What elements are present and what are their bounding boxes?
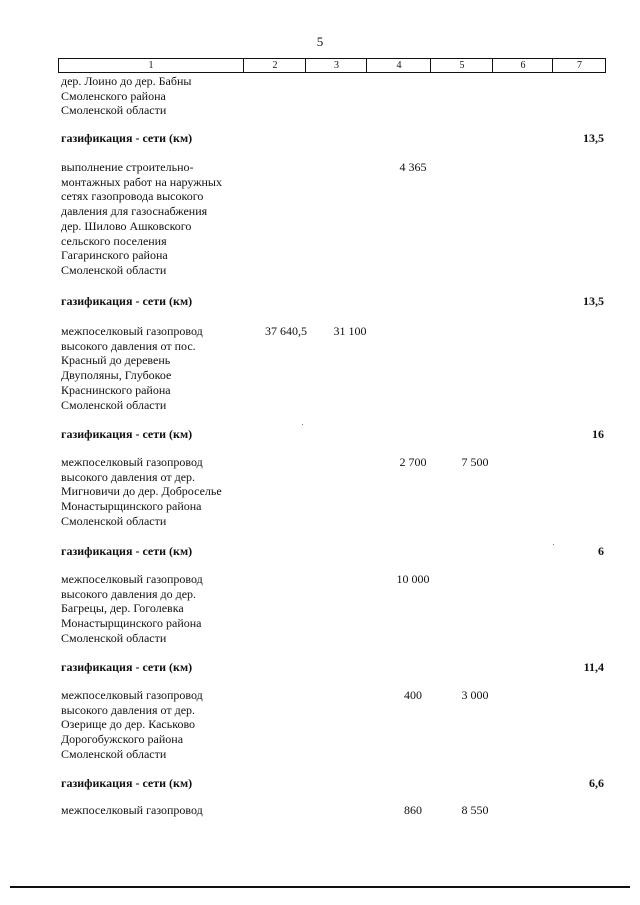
- scan-speck: [302, 424, 303, 425]
- section-value: 6,6: [589, 776, 604, 790]
- page-number: 5: [316, 34, 324, 49]
- table-row-description: [61, 688, 246, 762]
- description-line: сельского поселения: [61, 233, 167, 248]
- cell-value-col3: 31 100: [333, 324, 367, 338]
- cell-value-col5: 7 500: [461, 455, 489, 469]
- section-label: газификация - сети (км): [61, 544, 193, 558]
- section-label: газификация - сети (км): [61, 660, 193, 674]
- section-value: 13,5: [583, 131, 604, 145]
- cell-value-col4: 2 700: [399, 455, 427, 469]
- description-line: высокого давления до дер.: [61, 586, 197, 601]
- description-line: Смоленского района: [61, 88, 166, 103]
- section-value: 13,5: [583, 294, 604, 308]
- description-line: Смоленской области: [61, 103, 167, 118]
- description-line: Краснинского района: [61, 382, 171, 397]
- description-line: Багрецы, дер. Гоголевка: [61, 601, 184, 616]
- section-label: газификация - сети (км): [61, 776, 193, 790]
- cell-value-col5: 3 000: [461, 688, 489, 702]
- column-header-7: 7: [552, 59, 606, 72]
- description-line: Смоленской области: [61, 397, 167, 412]
- description-line: Смоленской области: [61, 746, 167, 761]
- table-row-description: [61, 160, 246, 278]
- description-line: межпоселковый газопровод: [61, 572, 203, 586]
- cell-value-col4: 400: [404, 688, 422, 702]
- column-header-1: 1: [148, 60, 154, 71]
- column-header-6: 6: [492, 59, 553, 72]
- section-value: 6: [598, 544, 604, 558]
- description-line: Гагаринского района: [61, 248, 168, 263]
- description-line: Смоленской области: [61, 630, 167, 645]
- cell-value-col4: 10 000: [396, 572, 430, 586]
- section-label: газификация - сети (км): [61, 131, 193, 145]
- section-value: 16: [592, 427, 604, 441]
- description-line: Мигновичи до дер. Доброселье: [61, 484, 222, 499]
- table-row-description: [61, 324, 246, 412]
- section-label: газификация - сети (км): [61, 427, 193, 441]
- column-header-4: 4: [366, 59, 431, 72]
- table-row-description: [61, 572, 246, 646]
- description-line: давления для газоснабжения: [61, 204, 208, 219]
- description-line: межпоселковый газопровод: [61, 324, 203, 338]
- scan-speck: [553, 544, 554, 545]
- description-line: Дорогобужского района: [61, 732, 184, 747]
- cell-value-col2: 37 640,5: [265, 324, 307, 338]
- description-line: Красный до деревень: [61, 353, 171, 368]
- description-line: Монастырщинского района: [61, 616, 202, 631]
- description-line: сетях газопровода высокого: [61, 189, 204, 204]
- description-line: Смоленской области: [61, 513, 167, 528]
- footer-rule: [10, 886, 630, 888]
- description-line: Двуполяны, Глубокое: [61, 368, 172, 383]
- description-line: высокого давления от пос.: [61, 338, 196, 353]
- description-line: межпоселковый газопровод: [61, 688, 203, 702]
- description-line: высокого давления от дер.: [61, 469, 196, 484]
- description-line: Монастырщинского района: [61, 499, 202, 514]
- description-line: Озерище до дер. Каськово: [61, 717, 196, 732]
- description-line: выполнение строительно-: [61, 160, 194, 174]
- column-header-5: 5: [430, 59, 493, 72]
- table-row-description: [61, 455, 246, 529]
- table-header-row: [58, 58, 606, 73]
- cell-value-col5: 8 550: [461, 803, 489, 817]
- cell-value-col4: 860: [404, 803, 422, 817]
- description-line: монтажных работ на наружных: [61, 174, 222, 189]
- description-line: межпоселковый газопровод: [61, 455, 203, 469]
- column-header-2: 2: [243, 59, 306, 72]
- description-line: межпоселковый газопровод: [61, 803, 203, 817]
- description-line: дер. Шилово Ашковского: [61, 218, 192, 233]
- description-line: Смоленской области: [61, 262, 167, 277]
- cell-value-col4: 4 365: [399, 160, 427, 174]
- column-header-3: 3: [305, 59, 367, 72]
- table-row-description: [61, 74, 246, 118]
- description-line: высокого давления от дер.: [61, 702, 196, 717]
- table-row-description: [61, 803, 246, 818]
- description-line: дер. Лоино до дер. Бабны: [61, 74, 192, 88]
- section-label: газификация - сети (км): [61, 294, 193, 308]
- section-value: 11,4: [583, 660, 604, 674]
